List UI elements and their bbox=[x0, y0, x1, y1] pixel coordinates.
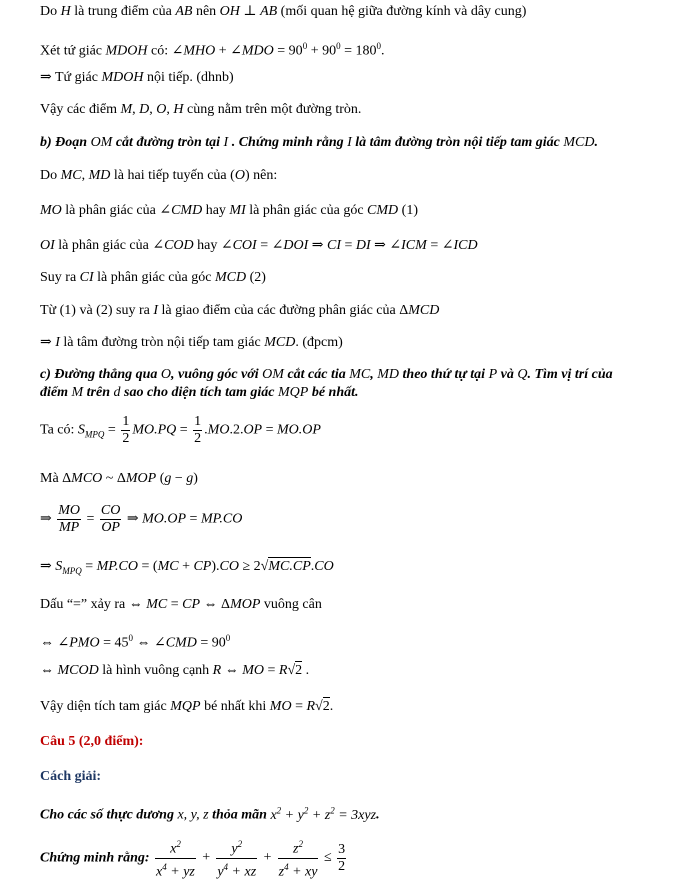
text-line-4: Vậy các điểm M, D, O, H cùng nằm trên một đường tròn. bbox=[40, 102, 362, 117]
formula-area: Ta có: $S_{MPQ}$ = $\frac{1}{2}$ MO.PQ = $\frac{1}{2}$ .MO.2.OP = MO.OP bbox=[40, 414, 321, 446]
part-c-heading-2: điểm M trên d sao cho diện tích tam giác MQP bé nhất. bbox=[40, 385, 359, 400]
solution-heading: Cách giải: bbox=[40, 769, 102, 784]
text-line-10: Từ (1) và (2) suy ra I là giao điểm của các đường phân giác của ΔMCD bbox=[40, 303, 440, 318]
text-line-20: ⇔ MCOD là hình vuông cạnh R ⇔ MO = R√2 . bbox=[40, 663, 310, 678]
prove-statement: Chứng minh rằng: $\frac{x^2}{x^4 + yz}$ + $\frac{y^2}{y^4 + xz}$ + $\frac{z^2}{z^4 + xy}$ ≤ $\frac{3}{2}$ bbox=[40, 836, 348, 880]
formula-ratio: ⇒ $\frac{MO}{MP}$ = $\frac{CO}{OP}$ ⇒ MO.OP = MP.CO bbox=[40, 503, 243, 535]
part-c-heading-1: c) Đường thẳng qua O, vuông góc với OM cắt các tia MC, MD theo thứ tự tại P và Q. Tìm vị trí của bbox=[40, 367, 613, 382]
text-line-7: MO là phân giác của ∠CMD hay MI là phân giác của góc CMD (1) bbox=[40, 203, 418, 218]
text-line-15: Mà ΔMCO ~ ΔMOP (g − g) bbox=[40, 471, 198, 486]
part-b-heading: b) Đoạn OM cắt đường tròn tại I . Chứng minh rằng I là tâm đường tròn nội tiếp tam giác MCD. bbox=[40, 135, 598, 150]
text-line-9: Suy ra CI là phân giác của góc MCD (2) bbox=[40, 270, 266, 285]
text-line-18: Dấu “=” xảy ra ⇔ MC = CP ⇔ ΔMOP vuông cân bbox=[40, 597, 322, 612]
text-line-19: ⇔ ∠PMO = $45^0$ ⇔ ∠CMD = $90^0$ bbox=[40, 633, 231, 651]
problem-statement: Cho các số thực dương x, y, z thỏa mãn $x^2 + y^2 + z^2 = 3xyz$. bbox=[40, 805, 380, 823]
text-line-21: Vậy diện tích tam giác MQP bé nhất khi MO = R√2. bbox=[40, 699, 334, 714]
text-line-1: Do H là trung điểm của AB nên OH ⊥ AB (mối quan hệ giữa đường kính và dây cung) bbox=[40, 4, 527, 19]
text-line-2: Xét tứ giác MDOH có: ∠MHO + ∠MDO = $90^0 + 90^0 = 180^0$. bbox=[40, 41, 385, 59]
text-line-11: ⇒ I là tâm đường tròn nội tiếp tam giác MCD. (đpcm) bbox=[40, 335, 343, 350]
text-line-8: OI là phân giác của ∠COD hay ∠COI = ∠DOI ⇒ CI = DI ⇒ ∠ICM = ∠ICD bbox=[40, 238, 478, 253]
text-line-6: Do MC, MD là hai tiếp tuyến của (O) nên: bbox=[40, 168, 278, 183]
formula-inequality: ⇒ $S_{MPQ} = MP.CO = (MC + CP).CO \ge 2√MC.CP.CO$ bbox=[40, 559, 334, 576]
text-line-3: ⇒ Tứ giác MDOH nội tiếp. (dhnb) bbox=[40, 70, 234, 85]
question-5-heading: Câu 5 (2,0 điểm): bbox=[40, 734, 144, 749]
